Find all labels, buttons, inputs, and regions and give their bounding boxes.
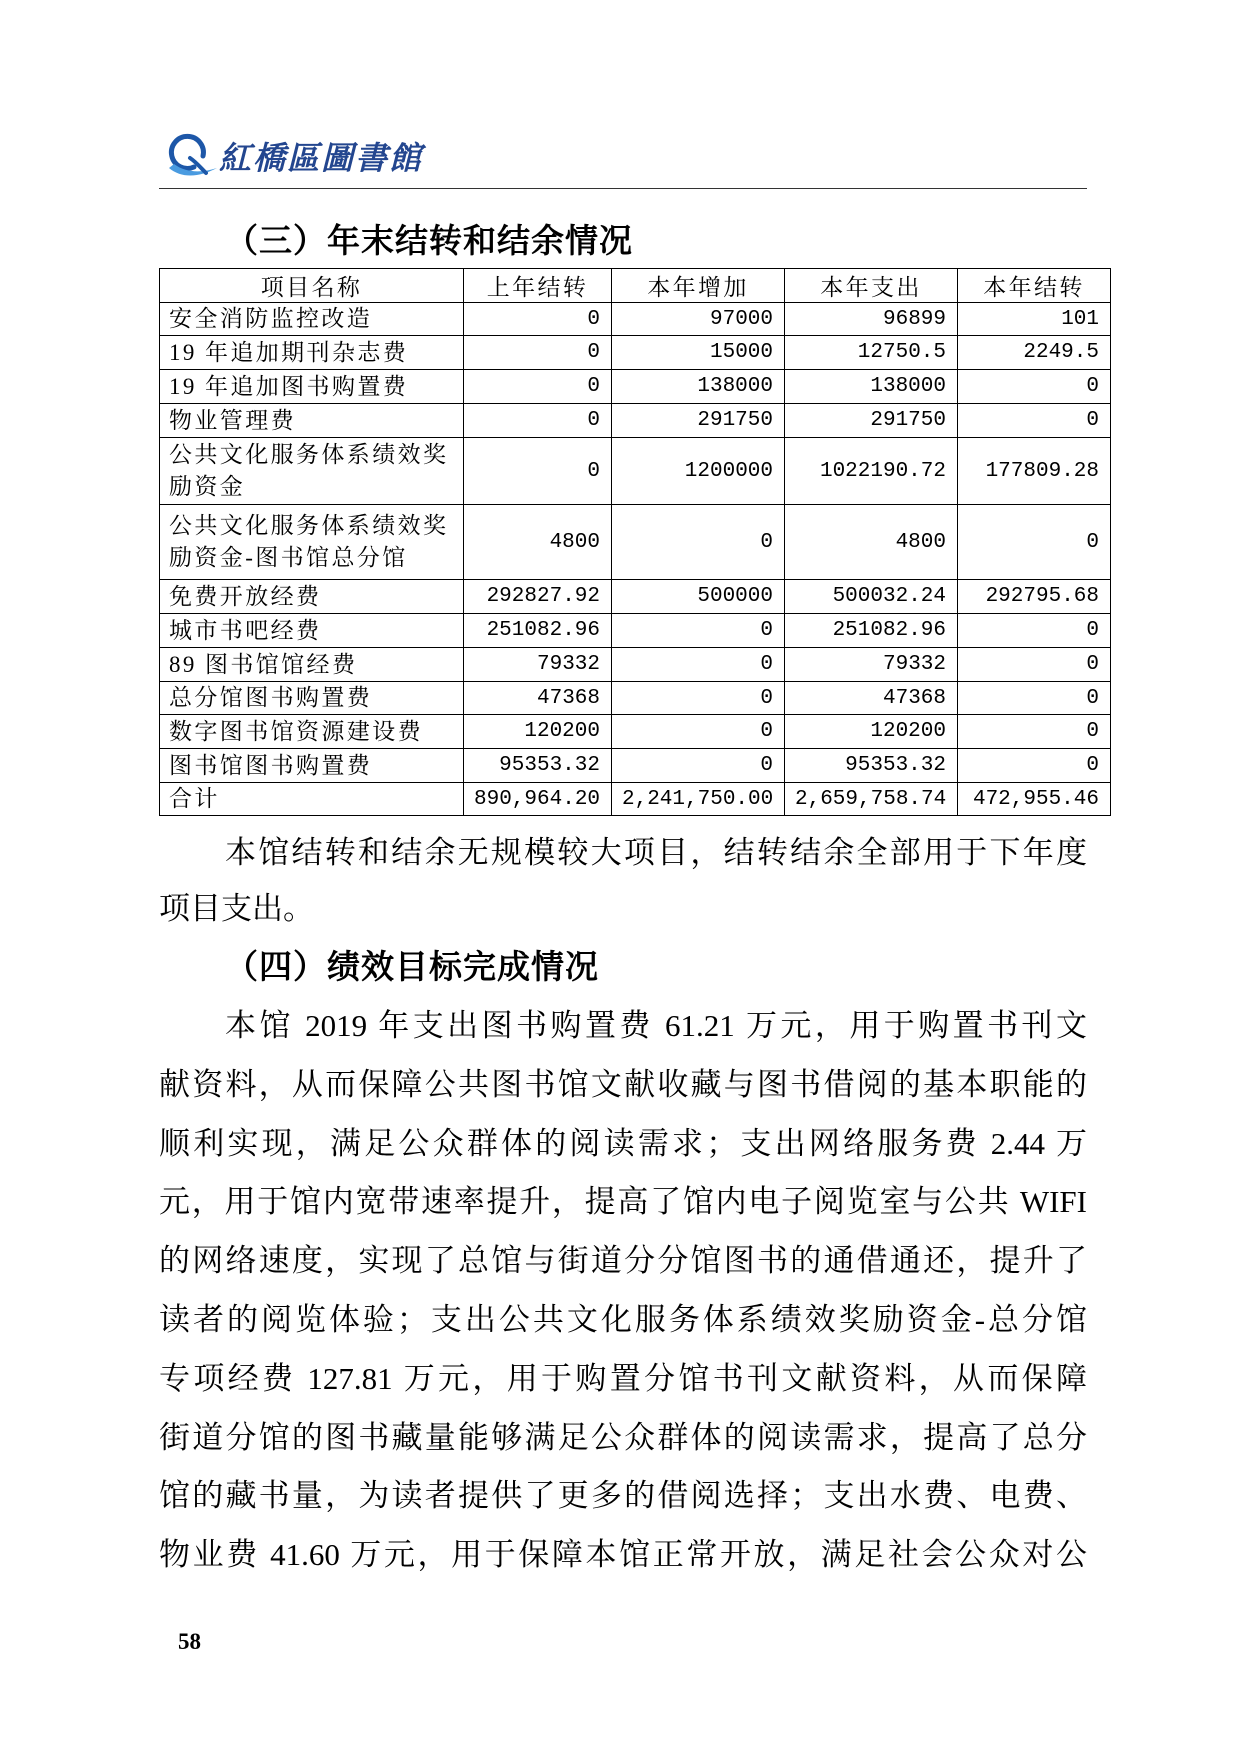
paragraph-line: 本馆 2019 年支出图书购置费 61.21 万元，用于购置书刊文 xyxy=(225,1008,1087,1043)
prior-year-carryover-cell: 120200 xyxy=(464,715,612,749)
item-name-line: 总分馆图书购置费 xyxy=(169,685,373,710)
prior-year-carryover-cell: 0 xyxy=(464,303,612,336)
item-name-line: 公共文化服务体系绩效奖 xyxy=(169,442,449,467)
current-year-carryover-cell: 292795.68 xyxy=(958,580,1111,614)
paragraph-line: 项目支出。 xyxy=(159,891,314,926)
paragraph-line: 献资料，从而保障公共图书馆文献收藏与图书借阅的基本职能的 xyxy=(159,1066,1087,1102)
column-header-prior-year-carryover: 上年结转 xyxy=(464,269,612,303)
performance-paragraph xyxy=(159,997,1087,1585)
item-name-cell xyxy=(160,580,464,614)
total-row xyxy=(160,783,1111,816)
current-year-increase-cell: 97000 xyxy=(612,303,785,336)
item-name-cell xyxy=(160,303,464,336)
table-row xyxy=(160,438,1111,505)
current-year-expenditure-cell: 1022190.72 xyxy=(785,438,958,505)
carryover-note-paragraph xyxy=(159,825,1087,937)
current-year-increase-cell: 15000 xyxy=(612,336,785,370)
item-name-cell xyxy=(160,336,464,370)
table-row xyxy=(160,370,1111,404)
paragraph-line: 本馆结转和结余无规模较大项目，结转结余全部用于下年度 xyxy=(225,835,1087,870)
table-row xyxy=(160,505,1111,580)
current-year-increase-cell: 1200000 xyxy=(612,438,785,505)
column-header-current-year-expenditure: 本年支出 xyxy=(785,269,958,303)
item-name-line: 物业管理费 xyxy=(169,407,296,433)
current-year-carryover-cell: 0 xyxy=(958,715,1111,749)
table-row xyxy=(160,580,1111,614)
paragraph-line: 顺利实现，满足公众群体的阅读需求；支出网络服务费 2.44 万 xyxy=(159,1125,1087,1161)
item-name-cell xyxy=(160,648,464,682)
current-year-expenditure-cell: 291750 xyxy=(785,404,958,438)
paragraph-line: 馆的藏书量，为读者提供了更多的借阅选择；支出水费、电费、 xyxy=(159,1478,1087,1514)
table-row xyxy=(160,336,1111,370)
item-name-line: 图书馆图书购置费 xyxy=(169,752,373,778)
prior-year-carryover-cell: 0 xyxy=(464,370,612,404)
column-header-current-year-carryover: 本年结转 xyxy=(958,269,1111,303)
prior-year-carryover-cell: 0 xyxy=(464,336,612,370)
item-name-line: 励资金 xyxy=(169,474,246,499)
current-year-increase-cell: 0 xyxy=(612,614,785,648)
current-year-expenditure-total: 2,659,758.74 xyxy=(785,783,958,816)
current-year-expenditure-cell: 47368 xyxy=(785,682,958,715)
current-year-carryover-cell: 101 xyxy=(958,303,1111,336)
current-year-increase-cell: 0 xyxy=(612,715,785,749)
section-title-carryover: （三）年末结转和结余情况 xyxy=(225,224,633,260)
item-name-cell xyxy=(160,749,464,783)
item-name-cell xyxy=(160,682,464,715)
item-name-cell xyxy=(160,404,464,438)
item-name-line: 免费开放经费 xyxy=(169,583,322,609)
current-year-carryover-cell: 0 xyxy=(958,404,1111,438)
paragraph-line: 专项经费 127.81 万元，用于购置分馆书刊文献资料，从而保障 xyxy=(159,1360,1087,1396)
prior-year-carryover-cell: 47368 xyxy=(464,682,612,715)
item-name-line: 19 年追加期刊杂志费 xyxy=(169,339,409,365)
table-header-row xyxy=(160,269,1111,303)
header-divider xyxy=(159,188,1087,189)
paragraph-line: 读者的阅览体验；支出公共文化服务体系绩效奖励资金-总分馆 xyxy=(159,1301,1087,1337)
current-year-increase-cell: 0 xyxy=(612,749,785,783)
current-year-expenditure-cell: 500032.24 xyxy=(785,580,958,614)
current-year-expenditure-cell: 251082.96 xyxy=(785,614,958,648)
current-year-carryover-total: 472,955.46 xyxy=(958,783,1111,816)
current-year-carryover-cell: 0 xyxy=(958,505,1111,580)
current-year-expenditure-cell: 79332 xyxy=(785,648,958,682)
paragraph-line: 物业费 41.60 万元，用于保障本馆正常开放，满足社会公众对公 xyxy=(159,1537,1087,1573)
current-year-carryover-cell: 0 xyxy=(958,370,1111,404)
column-header-item-name: 项目名称 xyxy=(160,269,464,303)
prior-year-carryover-cell: 0 xyxy=(464,438,612,505)
table-row xyxy=(160,749,1111,783)
item-name-cell xyxy=(160,505,464,580)
current-year-carryover-cell: 0 xyxy=(958,648,1111,682)
current-year-carryover-cell: 2249.5 xyxy=(958,336,1111,370)
current-year-expenditure-cell: 4800 xyxy=(785,505,958,580)
column-header-current-year-increase: 本年增加 xyxy=(612,269,785,303)
current-year-expenditure-cell: 95353.32 xyxy=(785,749,958,783)
current-year-carryover-cell: 0 xyxy=(958,614,1111,648)
prior-year-carryover-cell: 292827.92 xyxy=(464,580,612,614)
current-year-increase-total: 2,241,750.00 xyxy=(612,783,785,816)
current-year-expenditure-cell: 138000 xyxy=(785,370,958,404)
current-year-increase-cell: 291750 xyxy=(612,404,785,438)
table-row xyxy=(160,404,1111,438)
current-year-carryover-cell: 177809.28 xyxy=(958,438,1111,505)
current-year-increase-cell: 138000 xyxy=(612,370,785,404)
current-year-increase-cell: 0 xyxy=(612,682,785,715)
item-name-cell xyxy=(160,614,464,648)
paragraph-line: 元，用于馆内宽带速率提升，提高了馆内电子阅览室与公共 WIFI xyxy=(159,1184,1087,1220)
current-year-expenditure-cell: 12750.5 xyxy=(785,336,958,370)
current-year-expenditure-cell: 120200 xyxy=(785,715,958,749)
section-title-performance: （四）绩效目标完成情况 xyxy=(225,950,599,986)
paragraph-line: 街道分馆的图书藏量能够满足公众群体的阅读需求，提高了总分 xyxy=(159,1419,1087,1455)
total-label: 合计 xyxy=(169,786,220,811)
item-name-cell xyxy=(160,438,464,505)
prior-year-carryover-cell: 4800 xyxy=(464,505,612,580)
library-logo-text: 紅橋區圖書館 xyxy=(219,140,424,176)
table-row xyxy=(160,614,1111,648)
current-year-carryover-cell: 0 xyxy=(958,749,1111,783)
current-year-carryover-cell: 0 xyxy=(958,682,1111,715)
item-name-line: 励资金-图书馆总分馆 xyxy=(169,545,408,570)
table-row xyxy=(160,648,1111,682)
prior-year-carryover-cell: 251082.96 xyxy=(464,614,612,648)
item-name-line: 城市书吧经费 xyxy=(169,617,322,643)
prior-year-carryover-cell: 0 xyxy=(464,404,612,438)
item-name-cell xyxy=(160,783,464,816)
current-year-expenditure-cell: 96899 xyxy=(785,303,958,336)
item-name-cell xyxy=(160,370,464,404)
current-year-increase-cell: 0 xyxy=(612,648,785,682)
carryover-table xyxy=(159,268,1111,816)
table-row xyxy=(160,303,1111,336)
table-row xyxy=(160,682,1111,715)
page-number: 58 xyxy=(178,1629,201,1654)
table-row xyxy=(160,715,1111,749)
item-name-line: 89 图书馆馆经费 xyxy=(169,651,358,677)
prior-year-carryover-cell: 79332 xyxy=(464,648,612,682)
paragraph-line: 的网络速度，实现了总馆与街道分分馆图书的通借通还，提升了 xyxy=(159,1243,1087,1279)
prior-year-carryover-cell: 95353.32 xyxy=(464,749,612,783)
item-name-cell xyxy=(160,715,464,749)
prior-year-carryover-total: 890,964.20 xyxy=(464,783,612,816)
item-name-line: 数字图书馆资源建设费 xyxy=(169,718,423,744)
item-name-line: 公共文化服务体系绩效奖 xyxy=(169,513,449,538)
library-logo-icon xyxy=(164,128,218,180)
current-year-increase-cell: 0 xyxy=(612,505,785,580)
item-name-line: 安全消防监控改造 xyxy=(169,306,373,331)
current-year-increase-cell: 500000 xyxy=(612,580,785,614)
item-name-line: 19 年追加图书购置费 xyxy=(169,373,409,399)
